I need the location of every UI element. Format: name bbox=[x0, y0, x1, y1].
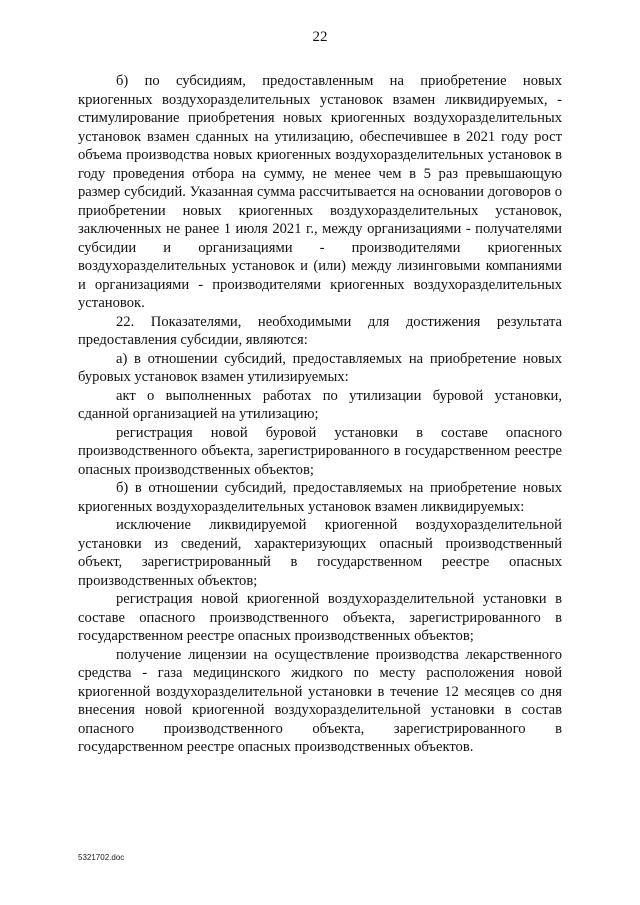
paragraph-exclusion-liquidated-unit: исключение ликвидируемой криогенной воздухоразделительной установки из сведений, характеризующих опасный производственный объект, зарегистрированный в государственном реестре опасных производственных объектов; bbox=[78, 517, 562, 589]
paragraph-cryogenic-unit-registration: регистрация новой криогенной воздухоразделительной установки в составе опасного производственного объекта, зарегистрированного в государственном реестре опасных производственных объектов; bbox=[78, 591, 562, 644]
paragraph-b-cryogenic-indicators: б) в отношении субсидий, предоставляемых на приобретение новых криогенных воздухоразделительных установок взамен ликвидируемых: bbox=[78, 480, 562, 515]
paragraph-22-indicators: 22. Показателями, необходимыми для достижения результата предоставления субсидии, являются: bbox=[78, 313, 562, 348]
page-number: 22 bbox=[312, 29, 328, 45]
file-reference: 5321702.doc bbox=[78, 853, 125, 862]
paragraph-license-medical-gas: получение лицензии на осуществление производства лекарственного средства - газа медицинского жидкого по месту расположения новой криогенной воздухоразделительной установки в течение 12 месяцев со дня внесения новой криогенной воздухоразделительной установки в состав опасного производственного объекта, зарегистрированного в государственном реестре опасных производственных объектов. bbox=[78, 646, 562, 755]
paragraph-a-drilling-rigs: а) в отношении субсидий, предоставляемых на приобретение новых буровых установок взамен утилизируемых: bbox=[78, 350, 562, 385]
paragraph-drilling-rig-registration: регистрация новой буровой установки в составе опасного производственного объекта, зарегистрированного в государственном реестре опасных производственных объектов; bbox=[78, 424, 562, 478]
paragraph-recycling-act: акт о выполненных работах по утилизации буровой установки, сданной организацией на утилизацию; bbox=[78, 387, 562, 422]
paragraph-b-cryogenic-subsidies: б) по субсидиям, предоставленным на приобретение новых криогенных воздухоразделительных установок взамен ликвидируемых, - стимулирование приобретения новых криогенных воздухоразделительных установок взамен сданных на утилизацию, обеспечившее в 2021 году рост объема производства новых криогенных воздухоразделительных установок в году проведения отбора на сумму, не менее чем в 5 раз превышающую размер субсидий. Указанная сумма рассчитывается на основании договоров о приобретении новых криогенных воздухоразделительных установок, заключенных не ранее 1 июля 2021 г., между организациями - получателями субсидии и организациями - производителями криогенных воздухоразделительных установок и (или) между лизинговыми компаниями и организациями - производителями криогенных воздухоразделительных установок. bbox=[78, 73, 562, 311]
